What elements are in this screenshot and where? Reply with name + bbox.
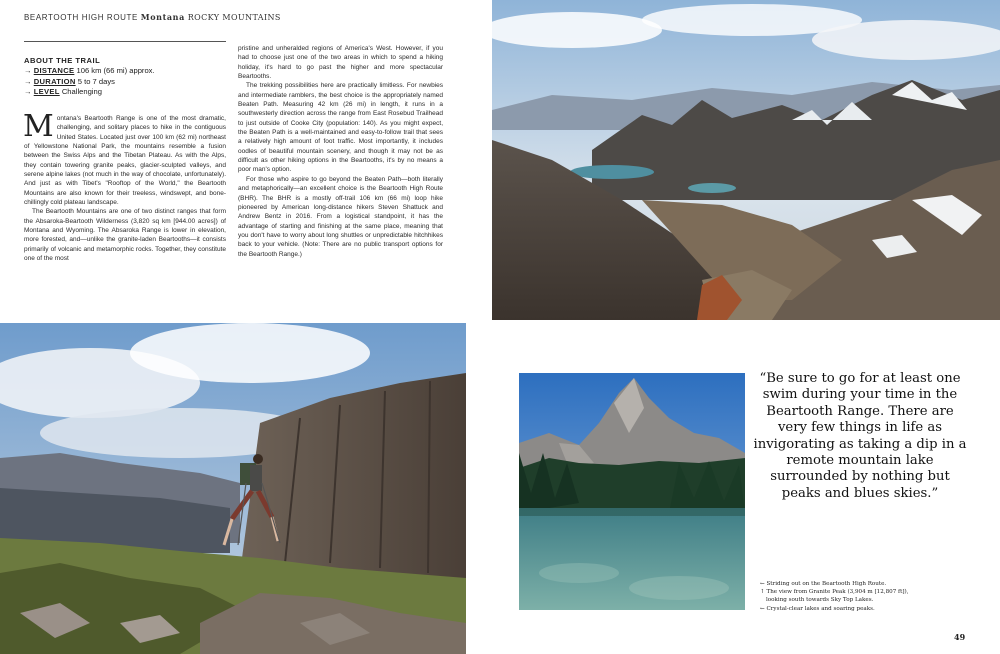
hiker-image: [0, 323, 466, 654]
caption-granite-peak-cont: looking south towards Sky Top Lakes.: [766, 597, 874, 604]
photo-captions: [760, 580, 960, 613]
paragraph: The trekking possibilities here are practically limitless. For newbies and intermediate ramblers, the best choice is the appropriately named Beaten Path. Measuring 42 km (26 mi) in length, it runs in a southwesterly direction across the range from East Rosebud Trailhead to just outside of Cooke City (population: 140). As you might expect, the Beaten Path is a well-maintained and easy-to-follow trail that sees a relatively high amount of foot traffic. Most importantly, it includes oodles of beautiful mountain scenery, and though it may not be as difficult as other hiking options in the Beartooths, it's by no means a poor man's option.: [238, 82, 443, 174]
about-row-level: [24, 87, 229, 97]
about-value: 106 km (66 mi) approx.: [76, 66, 155, 76]
about-value: Challenging: [61, 87, 102, 97]
paragraph: [23, 109, 226, 207]
header-rule: [24, 41, 226, 42]
about-the-trail: [24, 56, 229, 98]
about-row-distance: [24, 66, 229, 76]
header-section: BEARTOOTH HIGH ROUTE: [24, 13, 138, 22]
paragraph: pristine and unheralded regions of America's West. However, if you had to choose just one of the two areas in which to spend a hiking holiday, it's hard to go past the higher and more spectacular Beartooths.: [238, 45, 443, 81]
paragraph: The Beartooth Mountains are one of two distinct ranges that form the Absaroka-Beartooth Wilderness (3,820 sq km [944.00 acres]) of Montana and Wyoming. The Absaroka Range is lower in elevation, more forested, and—unlike the granite-laden Beartooths—it consists primarily of volcanic and metamorphic rocks. Together, they constitute one of the most: [24, 208, 226, 263]
pull-quote: “Be sure to go for at least one swim during your time in the Beartooth Range. There are very few things in life as invigorating as taking a dip in a remote mountain lake surrounded by nothing but peaks and blues skies.”: [753, 371, 967, 501]
header-state: Montana: [140, 12, 185, 22]
caption-lakes: ← Crystal-clear lakes and soaring peaks.: [760, 605, 875, 612]
about-value: 5 to 7 days: [77, 76, 115, 86]
caption-granite-peak: ↑ The view from Granite Peak (3,904 m [12,807 ft]),: [760, 589, 909, 596]
page-number: 49: [954, 632, 966, 642]
about-key: LEVEL: [33, 87, 60, 97]
about-key: DURATION: [33, 76, 76, 86]
arrow-icon: →: [24, 66, 32, 76]
arrow-icon: →: [24, 76, 32, 86]
about-title: ABOUT THE TRAIL: [24, 56, 101, 65]
caption-hiker: ← Striding out on the Beartooth High Route.: [760, 581, 887, 587]
mountain-valley-image: [492, 0, 1000, 320]
photo-lake-and-peaks: [519, 373, 745, 610]
arrow-icon: →: [24, 87, 32, 97]
running-header: [24, 12, 281, 22]
about-row-duration: [24, 77, 229, 87]
header-region: ROCKY MOUNTAINS: [187, 13, 281, 22]
about-key: DISTANCE: [33, 66, 75, 76]
lake-image: [519, 373, 745, 610]
drop-cap: M: [23, 109, 54, 144]
paragraph-text: ontana's Beartooth Range is one of the most dramatic, challenging, and solitary places to hike in the contiguous United States. Located just over 100 km (62 mi) northeast of Yellowstone National Park, the mountains resemble a fusion between the Swiss Alps and the Tibetan Plateau. As with the Alps, they contain towering granite peaks, glacier-sculpted valleys, and serene alpine lakes (not much in the way of chocolate, unfortunately). And just as with Tibet's "Rooftop of the World," the Beartooth Mountains are also known for their treeless, windswept, and bone-chillingly cold plateau landscape.: [24, 115, 226, 207]
body-column-2: [238, 44, 443, 259]
photo-granite-peak-view: [492, 0, 1000, 320]
body-column-1: [23, 109, 226, 264]
paragraph: For those who aspire to go beyond the Beaten Path—both literally and metaphorically—an excellent choice is the Beartooth High Route (BHR). The BHR is a mostly off-trail 106 km (66 mi) loop hike pioneered by American long-distance hikers Steven Shattuck and Andrew Bentz in 2016. From a logistical standpoint, it has the advantage of starting and finishing at the same place, meaning that you don't have to worry about long shuttles or unpredictable hitchhikes back to your vehicle. (Note: There are no public transport options for the Beartooth Range.): [238, 175, 443, 258]
photo-hiker-high-route: [0, 323, 466, 654]
